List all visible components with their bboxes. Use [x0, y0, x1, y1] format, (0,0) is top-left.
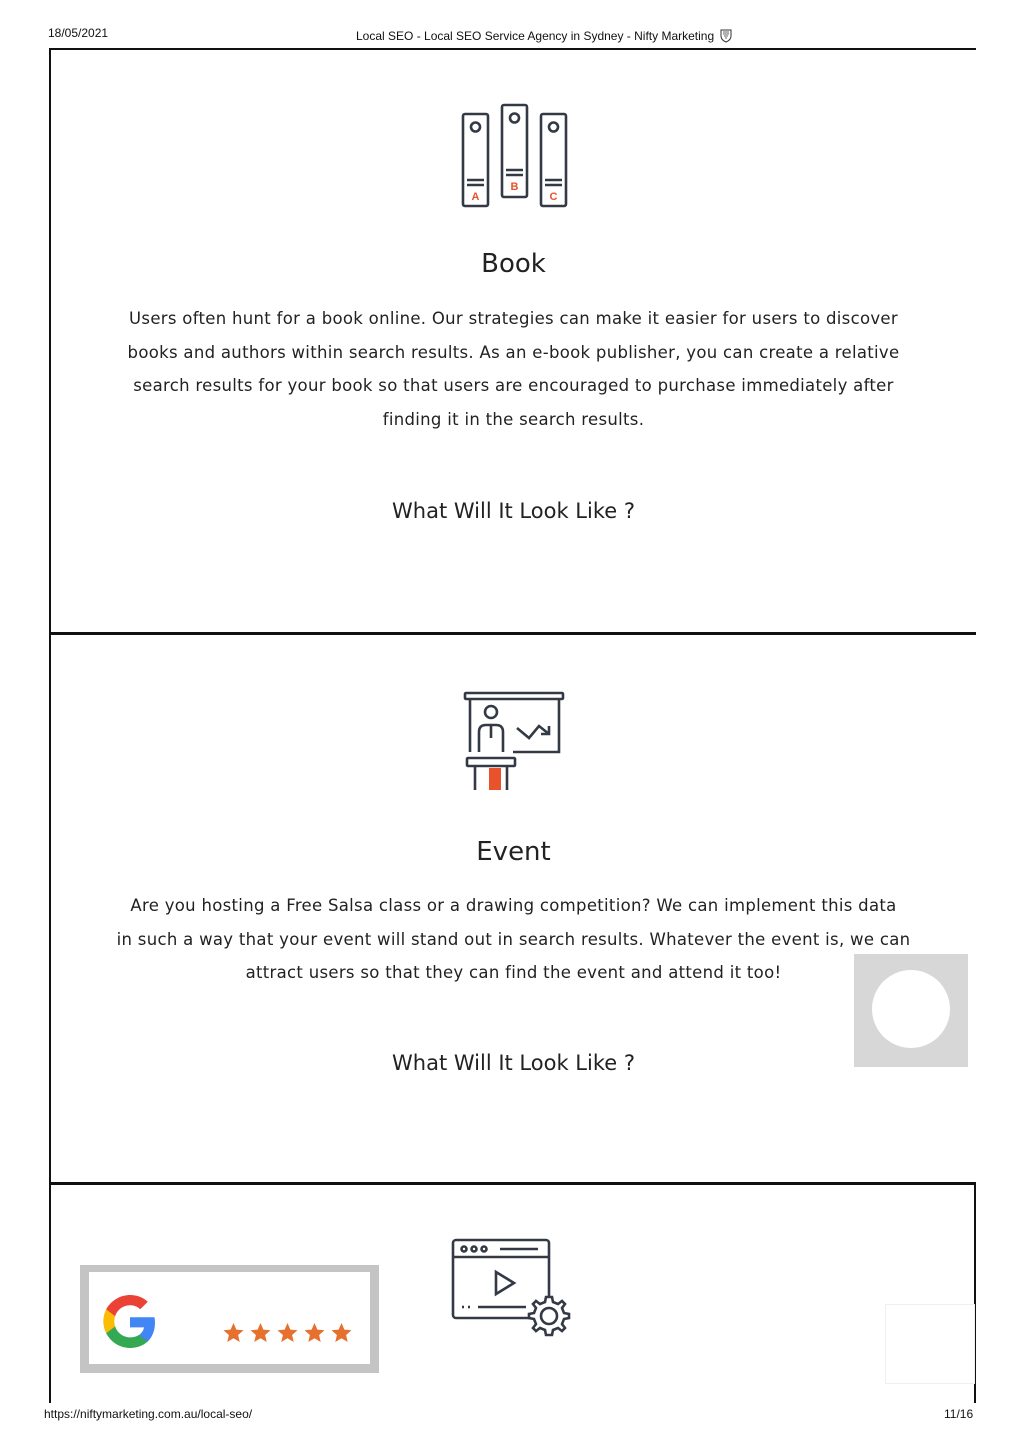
book-letter-c: C — [549, 191, 557, 203]
document-title-text: Local SEO - Local SEO Service Agency in Sydney - Nifty Marketing — [356, 29, 715, 43]
book-letter-b: B — [510, 181, 518, 193]
chat-widget-button[interactable] — [854, 954, 968, 1067]
event-description-line: attract users so that they can find the event and attend it too! — [245, 963, 782, 983]
chat-widget-circle-icon — [872, 970, 950, 1048]
star-icon — [221, 1321, 246, 1345]
book-icon-wrap — [51, 102, 976, 210]
star-icon — [302, 1321, 327, 1345]
book-description-line: search results for your book so that users are encouraged to purchase immediately after — [133, 376, 894, 396]
page-url: https://niftymarketing.com.au/local-seo/ — [44, 1407, 253, 1421]
event-section — [49, 632, 976, 1187]
book-title: Book — [481, 249, 546, 279]
event-description-line: in such a way that your event will stand out in search results. Whatever the event is, we can — [116, 929, 911, 949]
document-title — [356, 29, 733, 43]
google-review-inner — [89, 1272, 370, 1364]
google-review-badge[interactable] — [80, 1265, 379, 1373]
video-settings-icon — [450, 1237, 576, 1345]
shield-logo-icon — [719, 29, 733, 43]
event-icon-wrap — [51, 690, 976, 794]
books-icon — [459, 102, 569, 210]
presentation-icon — [461, 690, 567, 794]
event-description-line: Are you hosting a Free Salsa class or a drawing competition? We can implement this data — [130, 896, 897, 915]
event-description — [106, 889, 921, 990]
event-cta-heading[interactable]: What Will It Look Like ? — [392, 1051, 635, 1075]
star-icon — [248, 1321, 273, 1345]
book-description — [106, 302, 921, 436]
star-icon — [275, 1321, 300, 1345]
event-title: Event — [476, 837, 551, 867]
star-icon — [329, 1321, 354, 1345]
book-description-line: books and authors within search results. As an e-book publisher, you can create a relative — [127, 342, 900, 362]
rating-stars — [221, 1321, 354, 1345]
google-g-icon — [101, 1293, 159, 1351]
book-description-line: Users often hunt for a book online. Our strategies can make it easier for users to discover — [129, 309, 898, 328]
book-letter-a: A — [471, 191, 479, 203]
print-date: 18/05/2021 — [48, 26, 109, 40]
book-section — [49, 48, 976, 634]
floating-side-widget[interactable] — [885, 1304, 975, 1384]
page-number: 11/16 — [944, 1407, 974, 1421]
book-cta-heading[interactable]: What Will It Look Like ? — [392, 499, 635, 523]
book-description-line: finding it in the search results. — [382, 409, 645, 429]
